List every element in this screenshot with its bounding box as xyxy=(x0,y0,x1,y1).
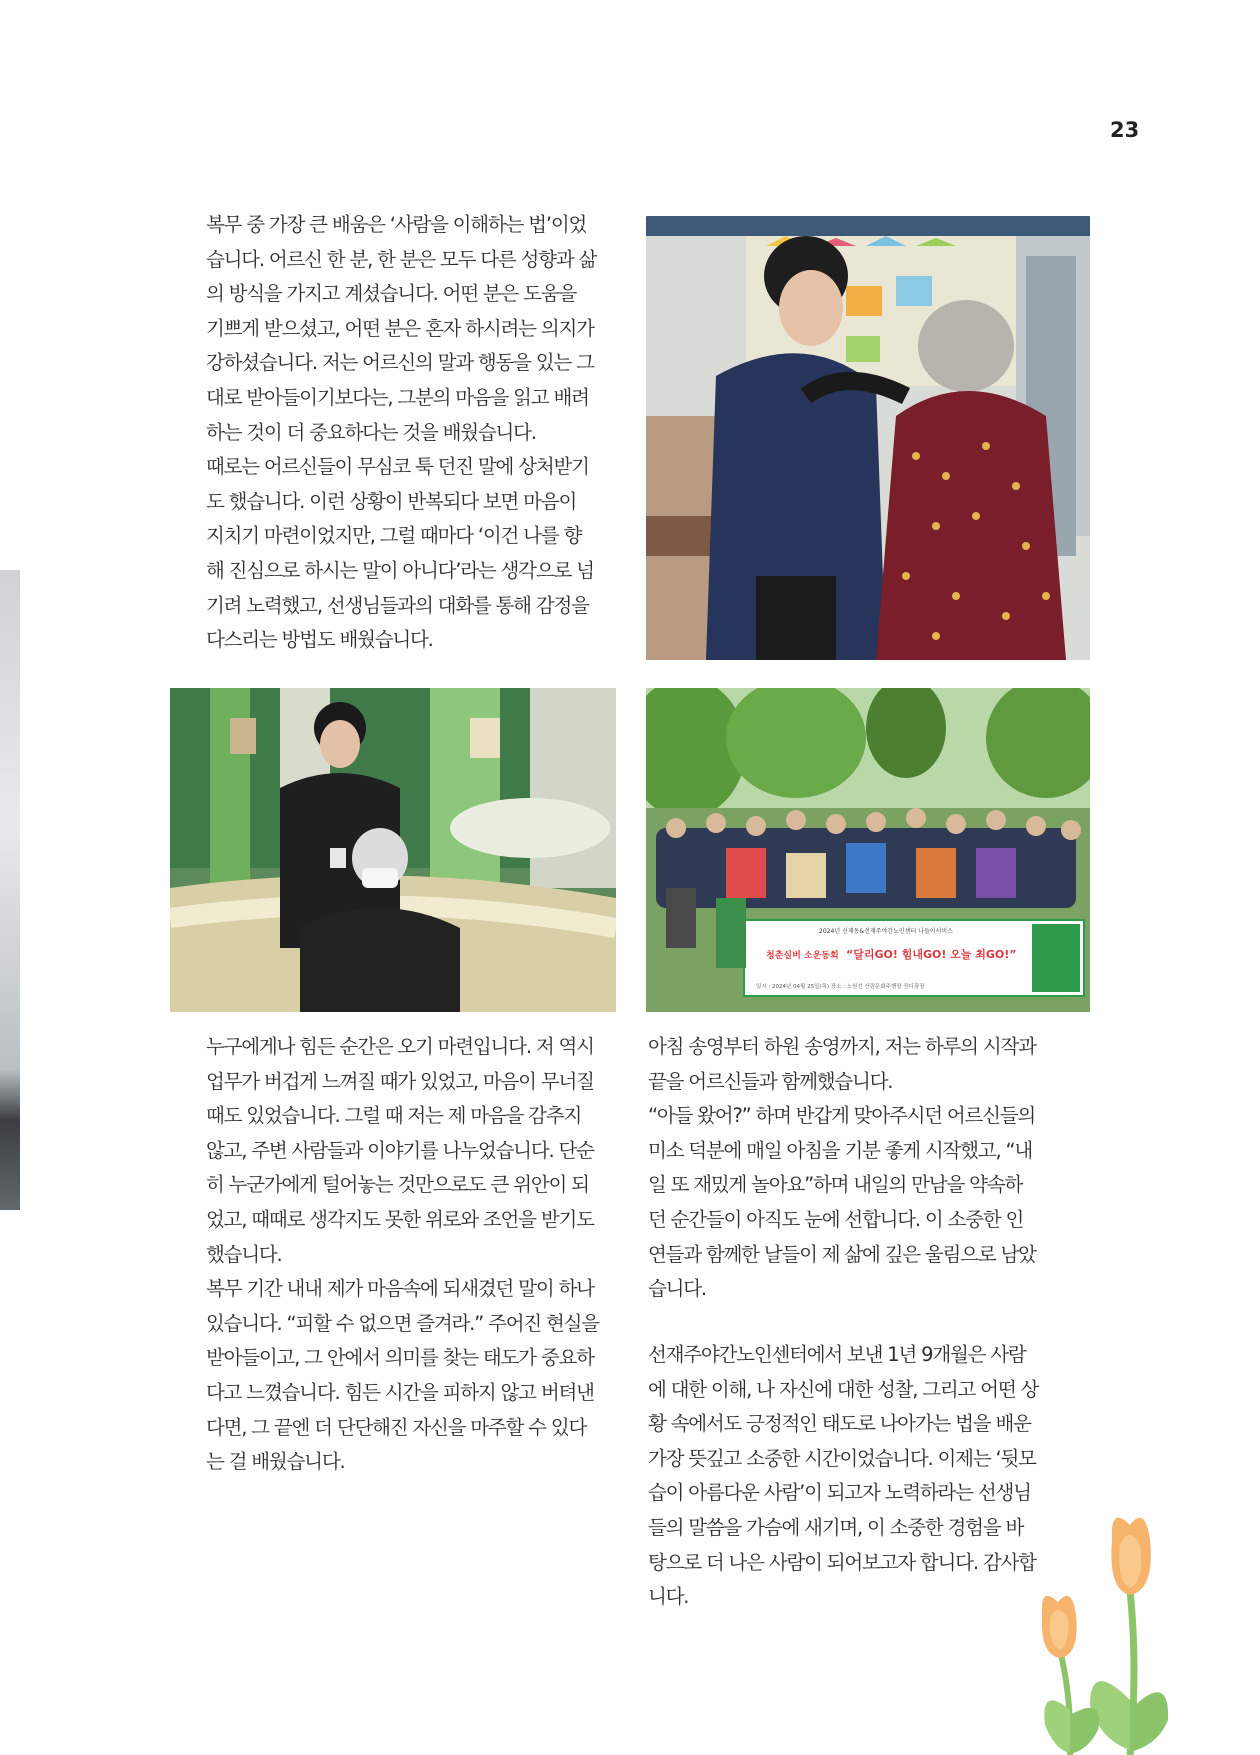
text-line: 업무가 버겁게 느껴질 때가 있었고, 마음이 무너질 xyxy=(206,1069,594,1093)
text-line: 습이 아름다운 사람’이 되고자 노력하라는 선생님 xyxy=(648,1481,1031,1505)
text-line: 기려 노력했고, 선생님들과의 대화를 통해 감정을 xyxy=(206,593,589,617)
banner-slogan-main: “달리GO! 힘내GO! 오늘 최GO!” xyxy=(846,948,1017,961)
text-line: 받아들이고, 그 안에서 의미를 찾는 태도가 중요하 xyxy=(206,1346,594,1370)
banner-top-line: 2024년 선재동&선재주야간노인센터 나들이서비스 xyxy=(819,928,953,935)
text-line: 도 했습니다. 이런 상황이 반복되다 보면 마음이 xyxy=(206,489,577,513)
banner-info-line: 일시 : 2024년 04월 25일(목) 장소 : 노원선 산림문화주행장 잔디광장 xyxy=(756,984,925,990)
adjacent-page-edge xyxy=(0,570,20,1210)
text-line: 누구에게나 힘든 순간은 오기 마련입니다. 저 역시 xyxy=(206,1035,594,1058)
text-line: 복무 기간 내내 제가 마음속에 되새겼던 말이 하나 xyxy=(206,1277,594,1301)
text-line: 때로는 어르신들이 무심코 툭 던진 말에 상처받기 xyxy=(206,455,589,479)
text-line: 습니다. 어르신 한 분, 한 분은 모두 다른 성향과 삶 xyxy=(206,247,597,271)
text-line: 다스리는 방법도 배웠습니다. xyxy=(206,628,433,652)
text-line: 했습니다. xyxy=(206,1242,282,1266)
text-line: 었고, 때때로 생각지도 못한 위로와 조언을 받기도 xyxy=(206,1207,594,1231)
text-line: 대로 받아들이기보다는, 그분의 마음을 읽고 배려 xyxy=(206,385,589,409)
text-line: 의 방식을 가지고 계셨습니다. 어떤 분은 도움을 xyxy=(206,282,577,306)
text-line: 연들과 함께한 날들이 제 삶에 깊은 울림으로 남았 xyxy=(648,1242,1036,1266)
text-line: 해 진심으로 하시는 말이 아니다’라는 생각으로 넘 xyxy=(206,558,594,582)
page-number: 23 xyxy=(1110,118,1140,142)
text-line: 다면, 그 끝엔 더 단단해진 자신을 마주할 수 있다 xyxy=(206,1415,587,1439)
text-line: 않고, 주변 사람들과 이야기를 나누었습니다. 단순 xyxy=(206,1138,594,1162)
text-line: 때도 있었습니다. 그럴 때 저는 제 마음을 감추지 xyxy=(206,1104,582,1128)
text-line: 복무 중 가장 큰 배움은 ‘사람을 이해하는 법’이었 xyxy=(206,213,587,236)
text-line: 강하셨습니다. 저는 어르신의 말과 행동을 있는 그 xyxy=(206,351,594,375)
text-line: “아들 왔어?” 하며 반갑게 맞아주시던 어르신들의 xyxy=(648,1104,1036,1128)
text-line: 히 누군가에게 털어놓는 것만으로도 큰 위안이 되 xyxy=(206,1173,589,1197)
photo-man-with-elderly-man xyxy=(170,688,616,1012)
text-line: 가장 뜻깊고 소중한 시간이었습니다. 이제는 ‘뒷모 xyxy=(648,1446,1036,1470)
text-line: 선재주야간노인센터에서 보낸 1년 9개월은 사람 xyxy=(648,1343,1026,1366)
text-line: 아침 송영부터 하원 송영까지, 저는 하루의 시작과 xyxy=(648,1035,1036,1058)
text-line: 하는 것이 더 중요하다는 것을 배웠습니다. xyxy=(206,420,536,444)
banner-slogan-left: 청춘실버 소운동회 xyxy=(766,951,839,961)
text-column-left-top xyxy=(206,208,596,658)
text-column-right-first xyxy=(648,1030,1036,1307)
text-line: 던 순간들이 아직도 눈에 선합니다. 이 소중한 인 xyxy=(648,1207,1024,1231)
text-line: 있습니다. “피할 수 없으면 즐겨라.” 주어진 현실을 xyxy=(206,1311,599,1335)
text-line: 끝을 어르신들과 함께했습니다. xyxy=(648,1069,893,1093)
text-line: 니다. xyxy=(648,1585,689,1609)
text-line: 에 대한 이해, 나 자신에 대한 성찰, 그리고 어떤 상 xyxy=(648,1377,1039,1401)
text-line: 지치기 마련이었지만, 그럴 때마다 ‘이건 나를 향 xyxy=(206,524,582,548)
tulip-decoration xyxy=(1020,1510,1200,1755)
text-line: 황 속에서도 긍정적인 태도로 나아가는 법을 배운 xyxy=(648,1412,1031,1436)
text-line: 습니다. xyxy=(648,1277,706,1301)
photo-group-with-banner xyxy=(646,688,1090,1012)
text-line: 다고 느꼈습니다. 힘든 시간을 피하지 않고 버텨낸 xyxy=(206,1380,594,1404)
text-column-right-second xyxy=(648,1338,1038,1615)
photo-man-with-elderly-woman xyxy=(646,216,1090,660)
text-column-left-bottom xyxy=(206,1030,599,1480)
text-line: 는 걸 배웠습니다. xyxy=(206,1450,345,1474)
text-line: 일 또 재밌게 놀아요”하며 내일의 만남을 약속하 xyxy=(648,1173,1022,1197)
text-line: 들의 말씀을 가슴에 새기며, 이 소중한 경험을 바 xyxy=(648,1515,1024,1539)
text-line: 기쁘게 받으셨고, 어떤 분은 혼자 하시려는 의지가 xyxy=(206,316,594,340)
text-line: 탕으로 더 나은 사람이 되어보고자 합니다. 감사합 xyxy=(648,1550,1036,1574)
text-line: 미소 덕분에 매일 아침을 기분 좋게 시작했고, “내 xyxy=(648,1138,1032,1162)
